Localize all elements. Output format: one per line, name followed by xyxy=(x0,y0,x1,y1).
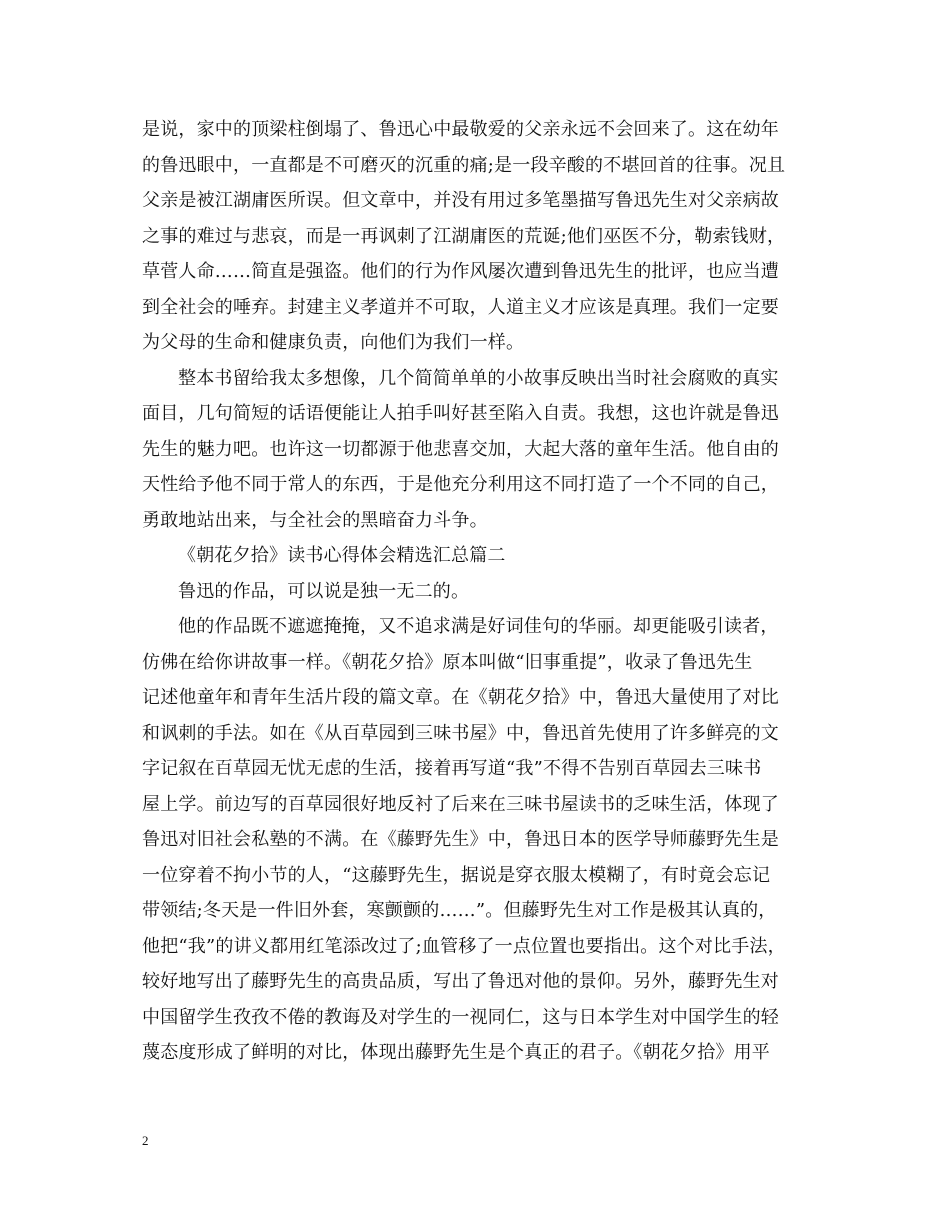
text-line: 天性给予他不同于常人的东西，于是他充分利用这不同打造了一个不同的自己， xyxy=(142,474,779,495)
text-line: 记述他童年和青年生活片段的篇文章。在《朝花夕拾》中，鲁迅大量使用了对比 xyxy=(142,687,779,708)
text-line: 带领结;冬天是一件旧外套，寒颤颤的……”。但藤野先生对工作是极其认真的， xyxy=(142,900,777,921)
text-line: 屋上学。前边写的百草园很好地反衬了后来在三味书屋读书的乏味生活，体现了 xyxy=(142,793,779,815)
text-line: 蔑态度形成了鲜明的对比，体现出藤野先生是个真正的君子。《朝花夕拾》用平 xyxy=(142,1042,770,1063)
text-line: 勇敢地站出来，与全社会的黑暗奋力斗争。 xyxy=(142,509,488,531)
text-line: 草菅人命……简直是强盗。他们的行为作风屡次遭到鲁迅先生的批评，也应当遭 xyxy=(142,261,779,282)
text-line: 为父母的生命和健康负责，向他们为我们一样。 xyxy=(142,332,525,353)
text-line: 鲁迅的作品，可以说是独一无二的。 xyxy=(178,580,470,602)
text-line: 中国留学生孜孜不倦的教诲及对学生的一视同仁，这与日本学生对中国学生的轻 xyxy=(142,1006,779,1028)
text-line: 和讽刺的手法。如在《从百草园到三味书屋》中，鲁迅首先使用了许多鲜亮的文 xyxy=(142,722,779,744)
text-line: 字记叙在百草园无忧无虑的生活，接着再写道“我”不得不告别百草园去三味书 xyxy=(142,758,762,779)
text-line: 面目，几句简短的话语便能让人拍手叫好甚至陷入自责。我想，这也许就是鲁迅 xyxy=(142,403,779,424)
text-line: 仿佛在给你讲故事一样。《朝花夕拾》原本叫做“旧事重提”，收录了鲁迅先生 xyxy=(142,651,753,673)
text-line: 较好地写出了藤野先生的高贵品质，写出了鲁迅对他的景仰。另外，藤野先生对 xyxy=(142,971,779,992)
text-line: 整本书留给我太多想像，几个简简单单的小故事反映出当时社会腐败的真实 xyxy=(178,367,779,389)
text-line: 到全社会的唾弃。封建主义孝道并不可取，人道主义才应该是真理。我们一定要 xyxy=(142,296,779,318)
text-line: 鲁迅对旧社会私塾的不满。在《藤野先生》中，鲁迅日本的医学导师藤野先生是 xyxy=(142,829,779,850)
text-line: 是说，家中的顶梁柱倒塌了、鲁迅心中最敬爱的父亲永远不会回来了。这在幼年 xyxy=(142,119,779,140)
text-line: 他把“我”的讲义都用红笔添改过了;血管移了一点位置也要指出。这个对比手法， xyxy=(142,935,786,957)
text-line: 先生的魅力吧。也许这一切都源于他悲喜交加，大起大落的童年生活。他自由的 xyxy=(142,438,779,460)
text-line: 之事的难过与悲哀，而是一再讽刺了江湖庸医的荒诞;他们巫医不分，勒索钱财， xyxy=(142,225,786,247)
text-line: 的鲁迅眼中，一直都是不可磨灭的沉重的痛;是一段辛酸的不堪回首的往事。况且 xyxy=(142,154,786,176)
text-line: 《朝花夕拾》读书心得体会精选汇总篇二 xyxy=(178,545,506,566)
body-text xyxy=(142,112,832,1071)
text-line: 他的作品既不遮遮掩掩，又不追求满是好词佳句的华丽。却更能吸引读者， xyxy=(178,616,779,637)
page-number: 2 xyxy=(142,1133,149,1148)
text-line: 父亲是被江湖庸医所误。但文章中，并没有用过多笔墨描写鲁迅先生对父亲病故 xyxy=(142,190,779,211)
text-line: 一位穿着不拘小节的人，“这藤野先生，据说是穿衣服太模糊了，有时竟会忘记 xyxy=(142,864,771,886)
